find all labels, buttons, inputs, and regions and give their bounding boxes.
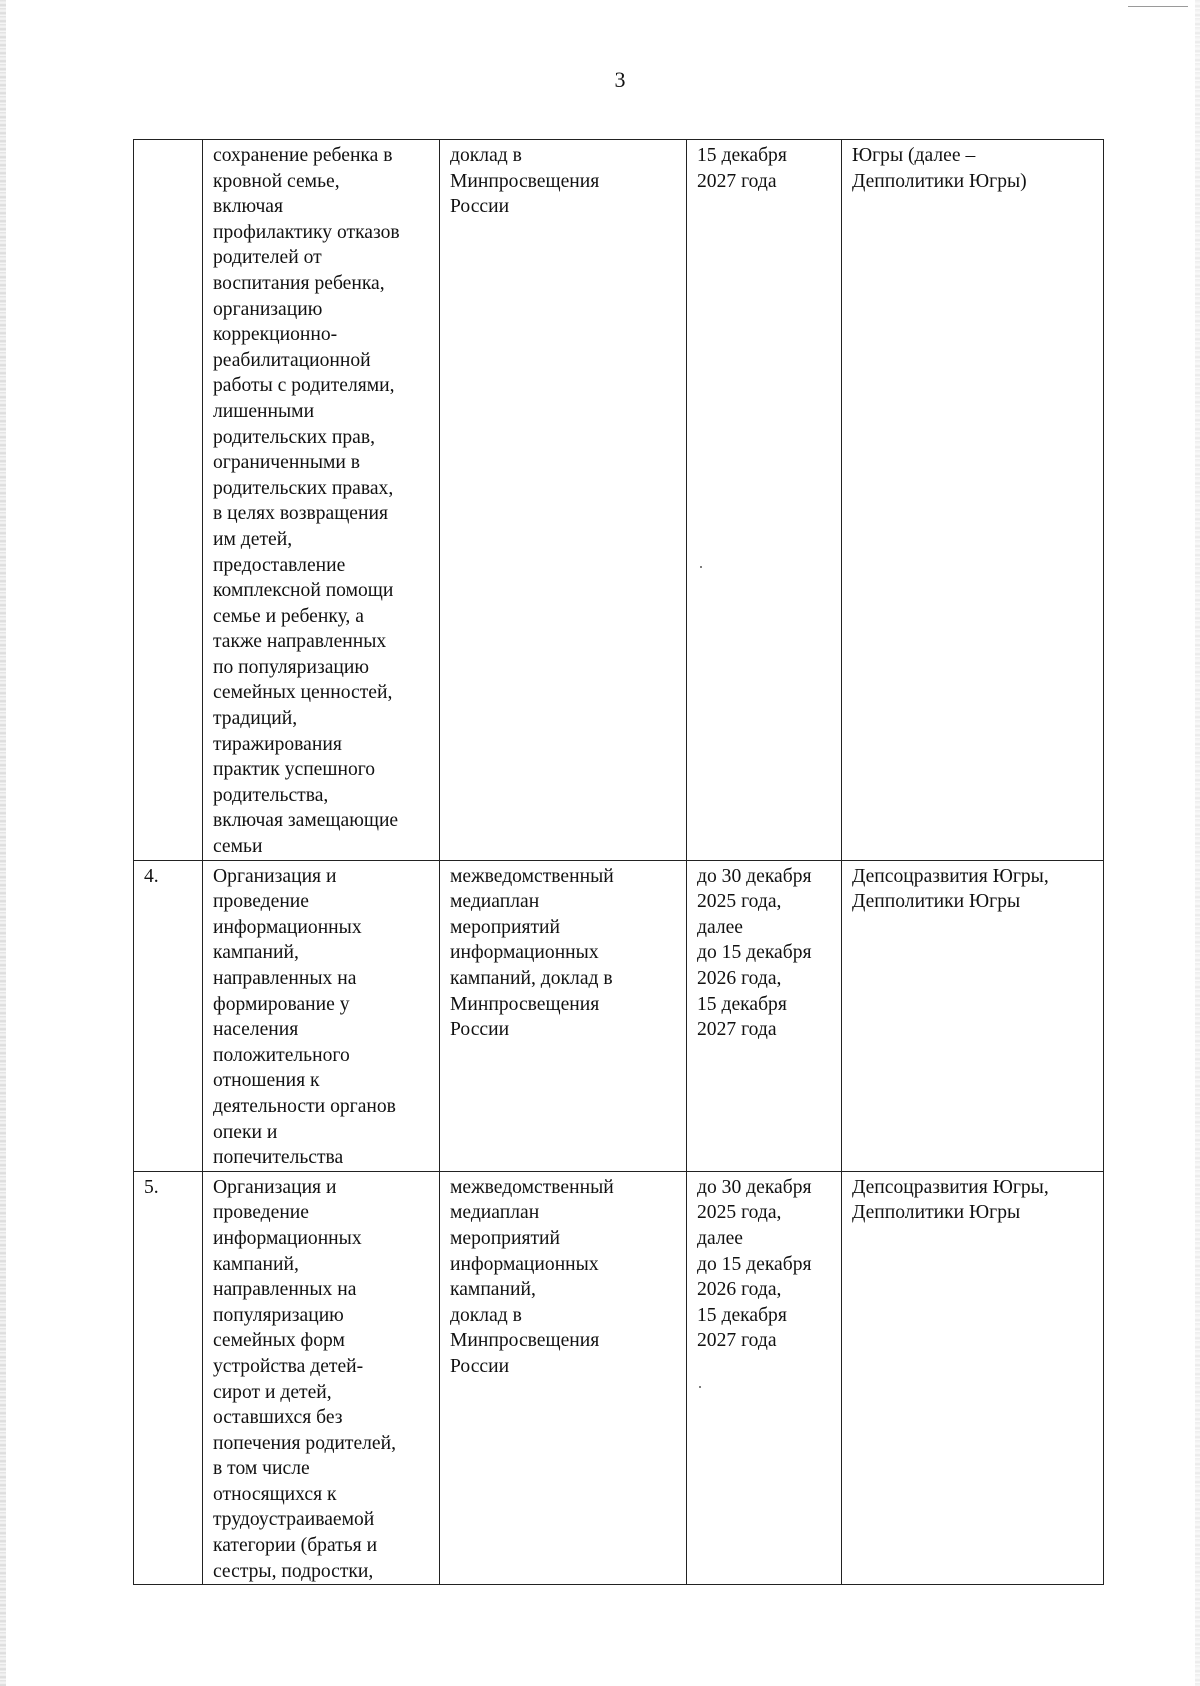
result-type: доклад в Минпросвещения России (440, 140, 687, 861)
result-type: межведомственный медиаплан мероприятий информационных кампаний, доклад в Минпросвещения России (440, 860, 687, 1171)
scan-right-edge (1195, 0, 1200, 1686)
table-row (134, 140, 1104, 861)
executor: Депсоцразвития Югры, Депполитики Югры (842, 1171, 1104, 1585)
row-number: 5. (134, 1171, 203, 1585)
deadline: до 30 декабря 2025 года, далее до 15 декабря 2026 года, 15 декабря 2027 года (687, 1171, 842, 1585)
scan-corner-mark (1128, 6, 1188, 7)
task-description: Организация и проведение информационных кампаний, направленных на формирование у населения положительного отношения к деятельности органов опеки и попечительства (203, 860, 440, 1171)
page-number: 3 (614, 67, 626, 92)
row-number: 4. (134, 860, 203, 1171)
scan-speck (699, 1386, 701, 1388)
scan-speck (700, 566, 702, 568)
deadline: до 30 декабря 2025 года, далее до 15 декабря 2026 года, 15 декабря 2027 года (687, 860, 842, 1171)
task-description: Организация и проведение информационных кампаний, направленных на популяризацию семейных форм устройства детей- сирот и детей, оставшихся без попечения родителей, в том числе относящихся к трудоустраиваемой категории (братья и сестры, подростки, (203, 1171, 440, 1585)
scan-left-edge (0, 0, 6, 1686)
plan-table (133, 139, 1104, 1585)
result-type: межведомственный медиаплан мероприятий информационных кампаний, доклад в Минпросвещения России (440, 1171, 687, 1585)
task-description: сохранение ребенка в кровной семье, включая профилактику отказов родителей от воспитания ребенка, организацию коррекционно- реабилитационной работы с родителями, лишенными родительских прав, ограниченными в родительских правах, в целях возвращения им детей, предоставление комплексной помощи семье и ребенку, а также направленных по популяризацию семейных ценностей, традиций, тиражирования практик успешного родительства, включая замещающие семьи (203, 140, 440, 861)
table-row (134, 1171, 1104, 1585)
table-row (134, 860, 1104, 1171)
executor: Депсоцразвития Югры, Депполитики Югры (842, 860, 1104, 1171)
row-number (134, 140, 203, 861)
executor: Югры (далее – Депполитики Югры) (842, 140, 1104, 861)
deadline: 15 декабря 2027 года (687, 140, 842, 861)
